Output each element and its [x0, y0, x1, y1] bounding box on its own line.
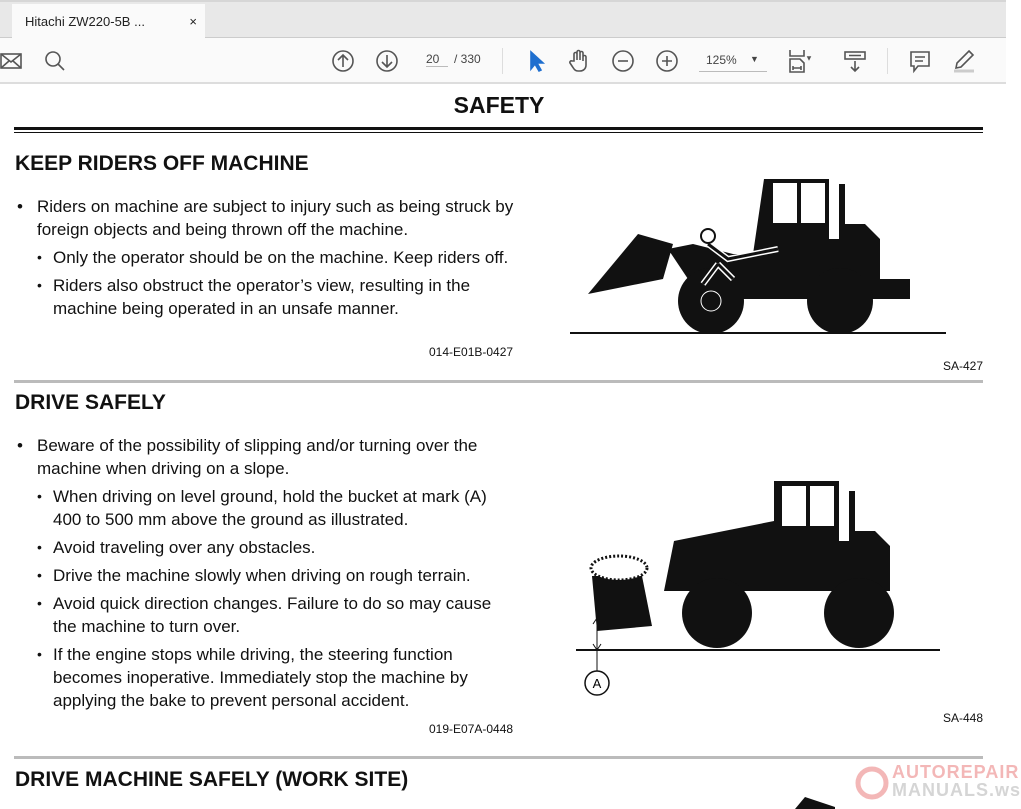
sub-bullet-item: • When driving on level ground, hold the bucket at mark (A) 400 to 500 mm above the ground as illustrated.: [37, 487, 487, 529]
email-icon[interactable]: [0, 49, 24, 73]
mark-a-label: A: [592, 676, 602, 691]
hand-tool-icon[interactable]: [567, 49, 591, 73]
search-icon[interactable]: [43, 49, 67, 73]
section-heading: KEEP RIDERS OFF MACHINE: [15, 152, 309, 175]
sub-bullet-text: If the engine stops while driving, the steering function becomes inoperative. Immediately stop the machine by applying the bake to prevent personal accident.: [53, 645, 468, 710]
sub-bullet-item: • Riders also obstruct the operator’s view, resulting in the machine being operated in an unsafe manner.: [37, 276, 471, 318]
divider: [14, 127, 983, 130]
sub-bullet-text: When driving on level ground, hold the bucket at mark (A) 400 to 500 mm above the ground as illustrated.: [53, 487, 487, 529]
sub-bullet-text: Drive the machine slowly when driving on rough terrain.: [53, 566, 471, 585]
comment-icon[interactable]: [908, 49, 932, 73]
zoom-out-icon[interactable]: [611, 49, 635, 73]
zoom-in-icon[interactable]: [655, 49, 679, 73]
bullet-text: Beware of the possibility of slipping and/or turning over the machine when driving on a slope.: [37, 436, 478, 478]
riders-loader-illustration: [568, 174, 950, 336]
bullet-item: • Riders on machine are subject to injury such as being struck by foreign objects and being thrown off the machine.: [17, 197, 514, 239]
divider: [887, 48, 888, 74]
section-heading: DRIVE MACHINE SAFELY (WORK SITE): [15, 768, 409, 791]
watermark-logo: [855, 762, 1021, 802]
next-page-icon[interactable]: [375, 49, 399, 73]
sub-bullet-text: Avoid traveling over any obstacles.: [53, 538, 316, 557]
section-body: [15, 434, 515, 712]
zoom-select[interactable]: [699, 52, 767, 72]
sub-bullet-item: • Avoid quick direction changes. Failure to do so may cause the machine to turn over.: [37, 594, 492, 636]
chevron-down-icon: ▼: [750, 54, 759, 64]
bullet-text: Riders on machine are subject to injury such as being struck by foreign objects and being thrown off the machine.: [37, 197, 514, 239]
section-divider: [14, 380, 983, 383]
tab-title: Hitachi ZW220-5B ...: [25, 14, 145, 29]
figure-label: SA-427: [943, 359, 984, 373]
watermark-icon: [855, 766, 889, 800]
document-page: [0, 86, 1006, 809]
page-total: / 330: [454, 52, 481, 66]
section-heading: DRIVE SAFELY: [15, 391, 166, 414]
section-divider: [14, 756, 983, 759]
page-title: SAFETY: [453, 92, 545, 118]
close-tab-icon[interactable]: ×: [189, 14, 197, 29]
sub-bullet-item: • If the engine stops while driving, the steering function becomes inoperative. Immediately stop the machine by applying the bake to prevent personal accident.: [37, 645, 468, 710]
select-cursor-icon[interactable]: [524, 49, 548, 73]
drive-safely-loader-illustration: [574, 476, 946, 696]
sub-bullet-text: Riders also obstruct the operator’s view, resulting in the machine being operated in an unsafe manner.: [53, 276, 471, 318]
section-body: [15, 195, 515, 320]
highlight-pen-icon[interactable]: [952, 49, 976, 73]
divider: [14, 132, 983, 133]
tab-bar: [0, 0, 1006, 38]
sub-bullet-item: • Drive the machine slowly when driving on rough terrain.: [37, 566, 471, 585]
toolbar: [0, 38, 1006, 84]
sub-bullet-item: • Avoid traveling over any obstacles.: [37, 538, 316, 557]
scroll-mode-icon[interactable]: [843, 49, 867, 73]
sub-bullet-text: Avoid quick direction changes. Failure to do so may cause the machine to turn over.: [53, 594, 492, 636]
figure-label: SA-448: [943, 711, 984, 725]
page-number-input[interactable]: 20: [426, 52, 448, 67]
sub-bullet-item: • Only the operator should be on the machine. Keep riders off.: [37, 248, 509, 267]
zoom-value: 125%: [706, 53, 737, 67]
reference-code: 019-E07A-0448: [429, 722, 514, 736]
document-tab[interactable]: [12, 4, 205, 40]
partial-illustration: [790, 795, 840, 809]
previous-page-icon[interactable]: [331, 49, 355, 73]
divider: [502, 48, 503, 74]
bullet-item: • Beware of the possibility of slipping and/or turning over the machine when driving on a slope.: [17, 436, 478, 478]
watermark-line2: MANUALS.ws: [892, 780, 1021, 800]
sub-bullet-text: Only the operator should be on the machine. Keep riders off.: [53, 248, 509, 267]
watermark-line1: AUTOREPAIR: [892, 762, 1020, 782]
page-fit-icon[interactable]: [788, 49, 812, 73]
reference-code: 014-E01B-0427: [429, 345, 514, 359]
